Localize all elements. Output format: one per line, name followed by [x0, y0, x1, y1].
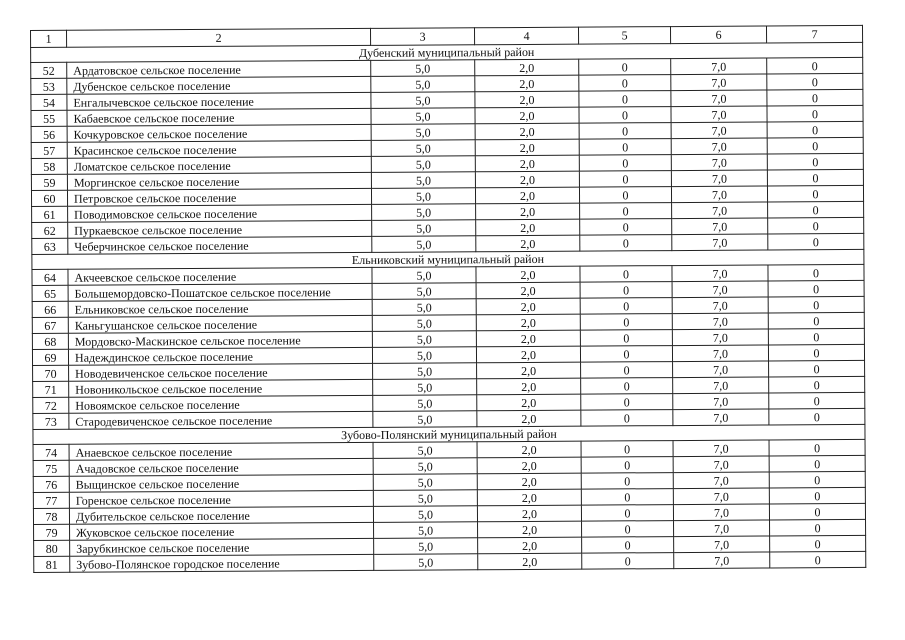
col-4-cell: 2,0: [475, 171, 579, 188]
col-7-cell: 0: [768, 328, 864, 345]
col-5-cell: 0: [582, 553, 674, 570]
header-col-1: 1: [31, 30, 67, 47]
col-5-cell: 0: [581, 505, 673, 522]
settlement-name-cell: Мордовско-Маскинское сельское поселение: [68, 331, 372, 349]
row-number-cell: 58: [31, 158, 67, 174]
col-6-cell: 7,0: [672, 345, 768, 362]
col-4-cell: 2,0: [477, 505, 581, 522]
col-5-cell: 0: [581, 378, 673, 395]
col-5-cell: 0: [581, 362, 673, 379]
col-5-cell: 0: [580, 330, 672, 347]
col-4-cell: 2,0: [475, 59, 579, 76]
header-col-5: 5: [578, 27, 670, 45]
settlement-name-cell: Новоникольское сельское поселение: [69, 379, 373, 397]
col-7-cell: 0: [769, 376, 865, 393]
header-col-7: 7: [766, 25, 862, 43]
col-6-cell: 7,0: [672, 281, 768, 298]
col-5-cell: 0: [579, 91, 671, 108]
settlement-name-cell: Анаевское сельское поселение: [69, 442, 373, 460]
col-3-cell: 5,0: [371, 172, 475, 189]
col-7-cell: 0: [767, 105, 863, 122]
col-4-cell: 2,0: [477, 457, 581, 474]
document-page: [30, 25, 865, 573]
col-6-cell: 7,0: [671, 154, 767, 171]
settlement-name-cell: Стародевиченское сельское поселение: [69, 411, 373, 429]
col-3-cell: 5,0: [372, 283, 476, 300]
col-6-cell: 7,0: [673, 440, 769, 457]
col-6-cell: 7,0: [673, 472, 769, 489]
col-6-cell: 7,0: [671, 106, 767, 123]
col-4-cell: 2,0: [478, 521, 582, 538]
col-3-cell: 5,0: [374, 522, 478, 539]
col-7-cell: 0: [768, 344, 864, 361]
row-number-cell: 74: [33, 444, 69, 460]
settlement-name-cell: Енгалычевское сельское поселение: [67, 92, 371, 110]
col-3-cell: 5,0: [371, 124, 475, 141]
col-6-cell: 7,0: [674, 536, 770, 553]
col-3-cell: 5,0: [372, 204, 476, 221]
settlement-name-cell: Зубово-Полянское городское поселение: [70, 554, 374, 572]
col-3-cell: 5,0: [373, 458, 477, 475]
col-6-cell: 7,0: [671, 186, 767, 203]
col-3-cell: 5,0: [373, 474, 477, 491]
col-6-cell: 7,0: [671, 122, 767, 139]
col-5-cell: 0: [579, 75, 671, 92]
row-number-cell: 63: [32, 238, 68, 254]
col-3-cell: 5,0: [371, 92, 475, 109]
row-number-cell: 52: [31, 62, 67, 78]
col-3-cell: 5,0: [372, 331, 476, 348]
col-5-cell: 0: [581, 410, 673, 427]
settlement-name-cell: Надеждинское сельское поселение: [68, 347, 372, 365]
col-3-cell: 5,0: [371, 156, 475, 173]
col-4-cell: 2,0: [477, 394, 581, 411]
row-number-cell: 55: [31, 110, 67, 126]
header-col-3: 3: [370, 28, 474, 46]
col-7-cell: 0: [768, 233, 864, 250]
col-3-cell: 5,0: [373, 395, 477, 412]
col-5-cell: 0: [579, 139, 671, 156]
col-4-cell: 2,0: [475, 91, 579, 108]
col-7-cell: 0: [768, 264, 864, 281]
col-6-cell: 7,0: [672, 218, 768, 235]
row-number-cell: 56: [31, 126, 67, 142]
col-7-cell: 0: [767, 89, 863, 106]
col-7-cell: 0: [767, 137, 863, 154]
col-4-cell: 2,0: [477, 378, 581, 395]
col-7-cell: 0: [767, 153, 863, 170]
col-5-cell: 0: [580, 219, 672, 236]
section-title: Ельниковский муниципальный район: [32, 249, 864, 269]
col-3-cell: 5,0: [373, 363, 477, 380]
col-4-cell: 2,0: [475, 123, 579, 140]
col-6-cell: 7,0: [673, 409, 769, 426]
col-7-cell: 0: [769, 439, 865, 456]
settlement-name-cell: Петровское сельское поселение: [67, 188, 371, 206]
col-6-cell: 7,0: [674, 520, 770, 537]
settlement-name-cell: Новодевиченское сельское поселение: [69, 363, 373, 381]
col-3-cell: 5,0: [372, 267, 476, 284]
col-4-cell: 2,0: [475, 187, 579, 204]
col-6-cell: 7,0: [674, 552, 770, 569]
row-number-cell: 72: [33, 397, 69, 413]
col-4-cell: 2,0: [475, 107, 579, 124]
col-5-cell: 0: [579, 107, 671, 124]
settlement-name-cell: Акчеевское сельское поселение: [68, 267, 372, 285]
col-6-cell: 7,0: [673, 504, 769, 521]
col-7-cell: 0: [770, 519, 866, 536]
col-6-cell: 7,0: [672, 329, 768, 346]
settlements-table: [30, 25, 866, 573]
col-5-cell: 0: [580, 203, 672, 220]
row-number-cell: 53: [31, 78, 67, 94]
col-7-cell: 0: [768, 201, 864, 218]
col-6-cell: 7,0: [672, 265, 768, 282]
row-number-cell: 62: [32, 222, 68, 238]
settlement-name-cell: Зарубкинское сельское поселение: [70, 538, 374, 556]
col-5-cell: 0: [582, 521, 674, 538]
col-6-cell: 7,0: [673, 377, 769, 394]
table-body: [31, 25, 866, 572]
col-7-cell: 0: [767, 73, 863, 90]
col-3-cell: 5,0: [372, 236, 476, 253]
settlement-name-cell: Дубенское сельское поселение: [67, 76, 371, 94]
col-4-cell: 2,0: [477, 489, 581, 506]
row-number-cell: 75: [33, 460, 69, 476]
settlement-name-cell: Моргинское сельское поселение: [67, 172, 371, 190]
col-3-cell: 5,0: [371, 140, 475, 157]
header-col-2: 2: [67, 28, 371, 47]
col-3-cell: 5,0: [371, 60, 475, 77]
col-6-cell: 7,0: [671, 138, 767, 155]
col-5-cell: 0: [580, 298, 672, 315]
col-4-cell: 2,0: [478, 537, 582, 554]
col-3-cell: 5,0: [372, 299, 476, 316]
header-col-6: 6: [670, 26, 766, 44]
col-3-cell: 5,0: [371, 188, 475, 205]
col-5-cell: 0: [581, 489, 673, 506]
col-4-cell: 2,0: [476, 235, 580, 252]
row-number-cell: 67: [32, 317, 68, 333]
row-number-cell: 66: [32, 301, 68, 317]
col-3-cell: 5,0: [371, 76, 475, 93]
row-number-cell: 68: [32, 333, 68, 349]
col-7-cell: 0: [769, 360, 865, 377]
col-6-cell: 7,0: [673, 393, 769, 410]
col-6-cell: 7,0: [672, 313, 768, 330]
row-number-cell: 71: [33, 381, 69, 397]
col-7-cell: 0: [769, 503, 865, 520]
col-5-cell: 0: [579, 155, 671, 172]
col-4-cell: 2,0: [476, 266, 580, 283]
col-4-cell: 2,0: [478, 553, 582, 570]
col-6-cell: 7,0: [673, 488, 769, 505]
col-4-cell: 2,0: [477, 362, 581, 379]
col-3-cell: 5,0: [373, 506, 477, 523]
settlement-name-cell: Большемордовско-Пошатское сельское поселение: [68, 283, 372, 301]
col-7-cell: 0: [769, 392, 865, 409]
row-number-cell: 61: [32, 206, 68, 222]
col-6-cell: 7,0: [672, 297, 768, 314]
col-3-cell: 5,0: [374, 538, 478, 555]
col-7-cell: 0: [768, 217, 864, 234]
settlement-name-cell: Горенское сельское поселение: [69, 490, 373, 508]
col-5-cell: 0: [580, 266, 672, 283]
col-7-cell: 0: [767, 57, 863, 74]
col-3-cell: 5,0: [373, 442, 477, 459]
col-6-cell: 7,0: [671, 170, 767, 187]
row-number-cell: 79: [34, 524, 70, 540]
col-5-cell: 0: [580, 235, 672, 252]
col-4-cell: 2,0: [476, 314, 580, 331]
col-7-cell: 0: [768, 312, 864, 329]
settlement-name-cell: Ельниковское сельское поселение: [68, 299, 372, 317]
settlement-name-cell: Кабаевское сельское поселение: [67, 108, 371, 126]
row-number-cell: 77: [33, 492, 69, 508]
header-col-4: 4: [474, 27, 578, 45]
row-number-cell: 78: [33, 508, 69, 524]
col-5-cell: 0: [582, 537, 674, 554]
col-4-cell: 2,0: [477, 410, 581, 427]
col-6-cell: 7,0: [671, 74, 767, 91]
col-7-cell: 0: [768, 280, 864, 297]
col-5-cell: 0: [580, 346, 672, 363]
col-7-cell: 0: [769, 471, 865, 488]
col-4-cell: 2,0: [475, 139, 579, 156]
settlement-name-cell: Ачадовское сельское поселение: [69, 458, 373, 476]
col-4-cell: 2,0: [476, 346, 580, 363]
row-number-cell: 70: [33, 365, 69, 381]
col-6-cell: 7,0: [671, 58, 767, 75]
col-6-cell: 7,0: [673, 456, 769, 473]
col-3-cell: 5,0: [373, 490, 477, 507]
settlement-name-cell: Красинское сельское поселение: [67, 140, 371, 158]
row-number-cell: 73: [33, 413, 69, 429]
section-title: Дубенский муниципальный район: [31, 42, 863, 62]
row-number-cell: 65: [32, 285, 68, 301]
col-5-cell: 0: [581, 457, 673, 474]
row-number-cell: 76: [33, 476, 69, 492]
col-5-cell: 0: [581, 441, 673, 458]
col-5-cell: 0: [581, 394, 673, 411]
col-5-cell: 0: [579, 187, 671, 204]
row-number-cell: 57: [31, 142, 67, 158]
col-7-cell: 0: [770, 551, 866, 568]
col-7-cell: 0: [767, 185, 863, 202]
col-7-cell: 0: [767, 169, 863, 186]
col-4-cell: 2,0: [476, 282, 580, 299]
col-5-cell: 0: [580, 282, 672, 299]
col-7-cell: 0: [769, 455, 865, 472]
row-number-cell: 60: [31, 190, 67, 206]
col-5-cell: 0: [580, 314, 672, 331]
col-3-cell: 5,0: [372, 347, 476, 364]
col-4-cell: 2,0: [476, 203, 580, 220]
settlement-name-cell: Выщинское сельское поселение: [69, 474, 373, 492]
col-3-cell: 5,0: [373, 411, 477, 428]
col-3-cell: 5,0: [372, 220, 476, 237]
row-number-cell: 81: [34, 556, 70, 572]
settlement-name-cell: Ломатское сельское поселение: [67, 156, 371, 174]
col-4-cell: 2,0: [476, 330, 580, 347]
settlement-name-cell: Новоямское сельское поселение: [69, 395, 373, 413]
col-6-cell: 7,0: [671, 90, 767, 107]
col-5-cell: 0: [579, 171, 671, 188]
col-3-cell: 5,0: [371, 108, 475, 125]
settlement-name-cell: Жуковское сельское поселение: [70, 522, 374, 540]
settlement-name-cell: Пуркаевское сельское поселение: [68, 220, 372, 238]
col-4-cell: 2,0: [477, 473, 581, 490]
row-number-cell: 64: [32, 269, 68, 285]
col-6-cell: 7,0: [673, 361, 769, 378]
col-4-cell: 2,0: [477, 441, 581, 458]
col-7-cell: 0: [768, 296, 864, 313]
settlement-name-cell: Кочкуровское сельское поселение: [67, 124, 371, 142]
settlement-name-cell: Чеберчинское сельское поселение: [68, 236, 372, 254]
row-number-cell: 59: [31, 174, 67, 190]
settlement-name-cell: Каньгушанское сельское поселение: [68, 315, 372, 333]
col-5-cell: 0: [579, 123, 671, 140]
row-number-cell: 80: [34, 540, 70, 556]
settlement-name-cell: Ардатовское сельское поселение: [67, 60, 371, 78]
col-7-cell: 0: [770, 535, 866, 552]
col-3-cell: 5,0: [373, 379, 477, 396]
section-title: Зубово-Полянский муниципальный район: [33, 424, 865, 444]
col-3-cell: 5,0: [374, 554, 478, 571]
row-number-cell: 69: [32, 349, 68, 365]
col-4-cell: 2,0: [475, 75, 579, 92]
col-7-cell: 0: [769, 408, 865, 425]
settlement-name-cell: Дубительское сельское поселение: [69, 506, 373, 524]
col-7-cell: 0: [769, 487, 865, 504]
col-5-cell: 0: [581, 473, 673, 490]
col-4-cell: 2,0: [475, 155, 579, 172]
col-5-cell: 0: [579, 59, 671, 76]
col-4-cell: 2,0: [476, 219, 580, 236]
settlement-name-cell: Поводимовское сельское поселение: [68, 204, 372, 222]
col-6-cell: 7,0: [672, 202, 768, 219]
col-6-cell: 7,0: [672, 234, 768, 251]
col-4-cell: 2,0: [476, 298, 580, 315]
row-number-cell: 54: [31, 94, 67, 110]
col-3-cell: 5,0: [372, 315, 476, 332]
col-7-cell: 0: [767, 121, 863, 138]
